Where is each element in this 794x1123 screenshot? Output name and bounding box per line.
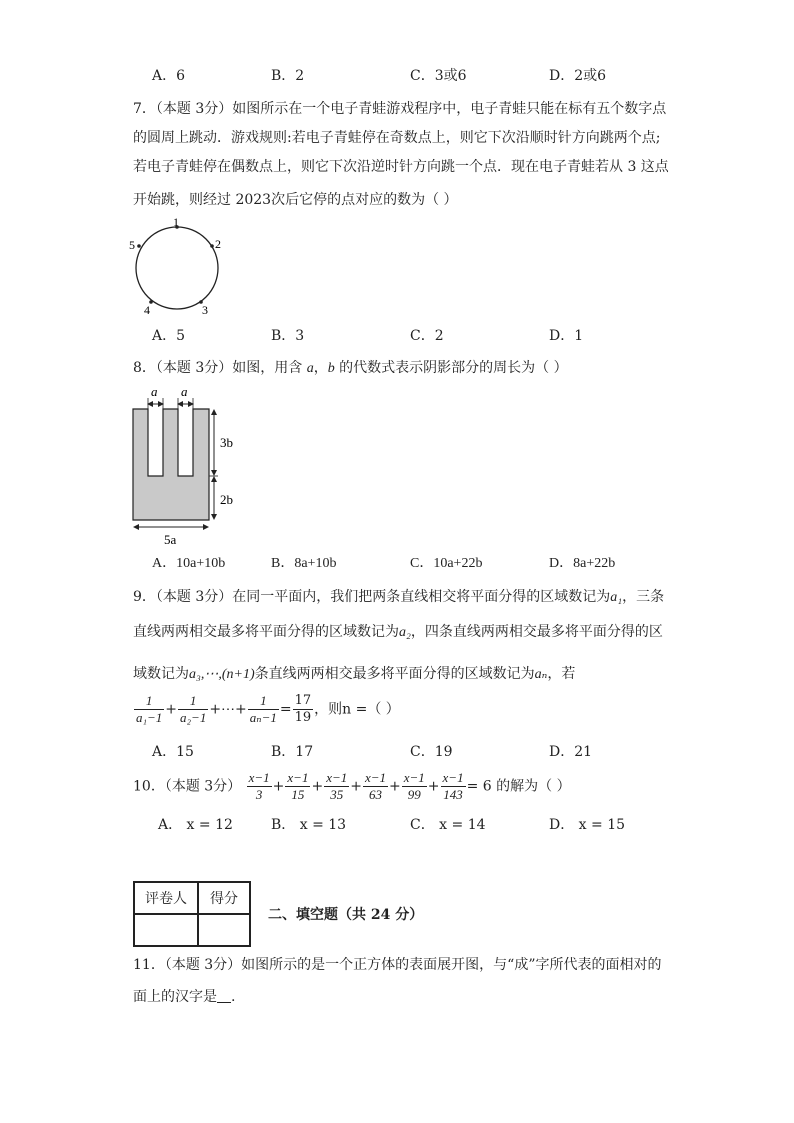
q11-line-1 (133, 955, 662, 975)
label-1: 1 (173, 215, 179, 229)
score-table (133, 881, 251, 947)
jump-circle (136, 227, 218, 309)
label-3b: 3b (220, 435, 233, 450)
shaded-region (133, 409, 209, 520)
q9-a1: a₁ (610, 590, 623, 605)
point-5 (137, 244, 141, 248)
q10-option-c: C． x = 14 (410, 817, 486, 833)
reviewer-header: 评卷人 (134, 882, 198, 914)
answer-blank[interactable] (217, 988, 231, 1003)
q11-line-2 (133, 987, 235, 1007)
q9-option-c: C．19 (410, 744, 453, 760)
q7-circle-figure (125, 215, 225, 320)
label-5: 5 (129, 238, 135, 252)
q7-text-1: 如图所示在一个电子青蛙游戏程序中，电子青蛙只能在标有五个数字点 (232, 101, 667, 117)
label-2: 2 (215, 237, 221, 251)
q8-text-after: 的代数式表示阴影部分的周长为（ ） (339, 360, 568, 376)
label-a2: a (181, 384, 188, 399)
q9-equation: $\frac{1}{\text{a₁−1}}$ + $\frac{1}{\text{a₂−1}}$ +⋯+ $\frac{1}{\text{aₙ−1}}$ = $\frac{17}{19}$ ，则n =（ ） (136, 693, 400, 725)
q8-option-a: A．10a+10b (152, 556, 226, 571)
q8-option-c: C．10a+22b (410, 556, 483, 571)
q9-number: 9．（本题 3分） (133, 589, 233, 605)
q7-line-4: 开始跳，则经过 2023次后它停的点对应的数为（ ） (133, 192, 458, 208)
q7-option-d: D．1 (549, 328, 584, 344)
label-5a: 5a (164, 532, 177, 547)
q9-frac-3: $\frac{1}{\text{aₙ−1}}$ (249, 693, 277, 725)
q11-text-2-end: . (231, 989, 236, 1005)
q9-tail: ，则n =（ ） (314, 701, 400, 718)
q9-line3-start: 域数记为 (133, 666, 189, 682)
q9-an: aₙ (534, 667, 548, 682)
q10-frac-4: $\frac{x-1}{63}$ (364, 770, 387, 802)
q8-option-b: B．8a+10b (271, 556, 337, 571)
q9-line3-end: ，若 (547, 666, 576, 682)
q9-option-a: A．15 (152, 744, 194, 760)
q9-line2-end: ，四条直线两两相交最多将平面分得的区 (410, 624, 663, 640)
q9-rhs: $\frac{17}{19}$ (294, 693, 312, 725)
q9-line2-text: 直线两两相交最多将平面分得的区域数记为 (133, 624, 399, 640)
q7-option-c: C．2 (410, 328, 444, 344)
q9-line-1 (133, 587, 664, 608)
label-3: 3 (202, 303, 208, 317)
q9-option-b: B．17 (271, 744, 314, 760)
q8-comma: ， (313, 360, 328, 376)
q9-line-2 (133, 622, 663, 643)
q10-line: 10．（本题 3分） $\frac{x-1}{3}$ + $\frac{x-1}{15}$ + $\frac{x-1}{35}$ + $\frac{x-1}{63}$ + $\frac{x-1}{99}$ + $\frac{x-1}{143}$ = 6 的解为（ ） (133, 770, 571, 802)
label-4: 4 (144, 303, 150, 317)
q9-a2: a₂ (399, 625, 411, 640)
reviewer-cell (134, 914, 198, 946)
q9-line3-mid: 条直线两两相交最多将平面分得的区域数记为 (254, 666, 535, 682)
q7-number: 7．（本题 3分） (133, 101, 233, 117)
q9-eq: = (279, 701, 292, 718)
q8-line-1 (133, 358, 568, 379)
score-header: 得分 (198, 882, 250, 914)
q10-option-b: B． x = 13 (271, 817, 347, 833)
q11-number: 11．（本题 3分） (133, 957, 242, 973)
q10-frac-3: $\frac{x-1}{35}$ (326, 770, 348, 802)
q10-tail: = 6 的解为（ ） (466, 778, 571, 795)
q7-line-2: 的圆周上跳动．游戏规则:若电子青蛙停在奇数点上，则它下次沿顺时针方向跳两个点; (133, 130, 661, 146)
q7-option-b: B．3 (271, 328, 305, 344)
q9-frac-1: $\frac{1}{\text{a₁−1}}$ (136, 693, 163, 725)
q9-option-d: D．21 (549, 744, 593, 760)
q10-frac-1: $\frac{x-1}{3}$ (248, 770, 270, 802)
q8-text-before: 如图，用含 (232, 360, 303, 376)
q9-frac-2: $\frac{1}{\text{a₂−1}}$ (180, 693, 207, 725)
label-2b: 2b (220, 492, 233, 507)
q7-line-1 (133, 99, 666, 119)
q10-number: 10．（本题 3分） (133, 778, 242, 795)
q8-option-d: D．8a+22b (549, 556, 616, 571)
q7-option-a: A．5 (152, 328, 186, 344)
q10-option-a: A． x = 12 (158, 817, 233, 833)
q8-var-b: b (327, 361, 335, 376)
q9-seq: a₃,⋯,(n+1) (189, 667, 255, 682)
q10-option-d: D． x = 15 (549, 817, 626, 833)
q7-line-3: 若电子青蛙停在偶数点上，则它下次沿逆时针方向跳一个点．现在电子青蛙若从 3 这点 (133, 159, 669, 175)
q9-dots: +⋯+ (209, 701, 247, 718)
score-cell (198, 914, 250, 946)
q10-frac-5: $\frac{x-1}{99}$ (403, 770, 425, 802)
q6-option-c: C．3或6 (410, 68, 467, 84)
q11-text-2: 面上的汉字是 (133, 989, 217, 1005)
q6-option-d: D．2或6 (549, 68, 607, 84)
q11-text-1: 如图所示的是一个正方体的表面展开图，与“成”字所代表的面相对的 (241, 957, 662, 973)
section-2-title: 二、填空题（共 24 分） (268, 907, 424, 923)
q6-option-a: A．6 (152, 68, 186, 84)
q9-line1-end: ，三条 (622, 589, 665, 605)
q8-number: 8．（本题 3分） (133, 360, 233, 376)
q8-var-a: a (306, 361, 314, 376)
q10-frac-6: $\frac{x-1}{143}$ (442, 770, 464, 802)
q9-line1-text: 在同一平面内，我们把两条直线相交将平面分得的区域数记为 (232, 589, 611, 605)
q8-shaded-figure (128, 382, 248, 548)
point-2 (210, 244, 214, 248)
q10-frac-2: $\frac{x-1}{15}$ (287, 770, 309, 802)
label-a1: a (151, 384, 158, 399)
q9-line-3 (133, 664, 575, 685)
q6-option-b: B．2 (271, 68, 305, 84)
